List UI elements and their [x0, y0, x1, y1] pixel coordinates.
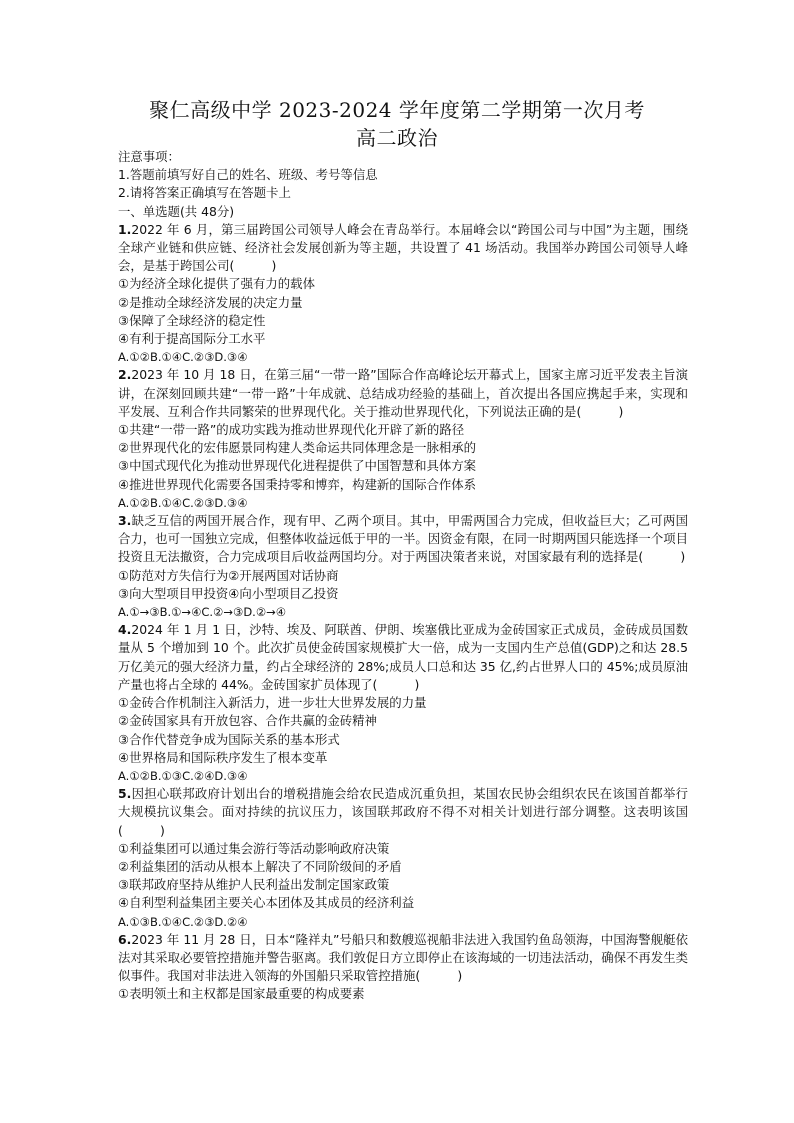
question-text: 缺乏互信的两国开展合作，现有甲、乙两个项目。其中，甲需两国合力完成，但收益巨大；乙可两国合力，也可一国独立完成，但整体收益远低于甲的一半。因资金有限，在同一时期两国只能选择一个项目投资且无法撤资，合力完成项目后收益两国均分。对于两国决策者来说，对国家最有利的选择是( ): [118, 513, 688, 565]
question-text: 2022 年 6 月，第三届跨国公司领导人峰会在青岛举行。本届峰会以“跨国公司与中国”为主题，围绕全球产业链和供应链、经济社会发展创新为等主题，共设置了 41 场活动。我国举办跨国公司领导人峰会，是基于跨国公司( ): [118, 221, 688, 274]
option: ②世界现代化的宏伟愿景同构建人类命运共同体理念是一脉相承的: [118, 440, 477, 456]
notice-heading: 注意事项：: [118, 149, 180, 164]
question-stem: [118, 785, 688, 840]
answer-choices: A.①③B.①④C.②③D.②④: [118, 914, 248, 929]
exam-subtitle: 高二政治: [356, 126, 438, 150]
question-text: 2023 年 11 月 28 日，日本“隆祥丸”号船只和数艘巡视船非法进入我国钓鱼岛领海，中国海警舰艇依法对其采取必要管控措施并警告驱离。我们敦促日方立即停止在该海域的一切违法活动，确保不再发生类似事件。我国对非法进入领海的外国船只采取管控措施( ): [118, 931, 688, 984]
option: ①为经济全球化提供了强有力的载体: [118, 276, 315, 292]
question-text: 2024 年 1 月 1 日，沙特、埃及、阿联酋、伊朗、埃塞俄比亚成为金砖国家正式成员，金砖成员国数量从 5 个增加到 10 个。此次扩员使金砖国家规模扩大一倍，成为一支国内生产总值(GDP)之和达 28.5 万亿美元的强大经济力量，约占全球经济的 28%;成员人口总和达 35 亿,约占世界人口的 45%;成员原油产量也将占全球的 44%。金砖国家扩员体现了( ): [118, 622, 688, 692]
answer-choices: A.①②B.①④C.②③D.③④: [118, 350, 248, 365]
question-stem: [118, 621, 688, 694]
option: ②是推动全球经济发展的决定力量: [118, 294, 303, 310]
question-3: [118, 512, 688, 621]
option: ④推进世界现代化需要各国秉持零和博弈，构建新的国际合作体系: [118, 476, 477, 492]
question-text: 2023 年 10 月 18 日，在第三届“一带一路”国际合作高峰论坛开幕式上，国家主席习近平发表主旨演讲，在深刻回顾共建“一带一路”十年成就、总结成功经验的基础上，首次提出各国应携起手来，实现和平发展、互利合作共同繁荣的世界现代化。关于推动世界现代化，下列说法正确的是( ): [118, 367, 688, 419]
question-number: 6.: [118, 931, 132, 947]
question-5: [118, 785, 688, 931]
question-text: 因担心联邦政府计划出台的增税措施会给农民造成沉重负担，某国农民协会组织农民在该国首都举行大规模抗议集会。面对持续的抗议压力，该国联邦政府不得不对相关计划进行部分调整。这表明该国( ): [118, 786, 688, 838]
option: ①防范对方失信行为②开展两国对话协商: [118, 567, 339, 583]
answer-choices: A.①②B.①③C.②④D.③④: [118, 768, 248, 783]
option: ④自利型利益集团主要关心本团体及其成员的经济利益: [118, 895, 415, 911]
option: ③中国式现代化为推动世界现代化进程提供了中国智慧和具体方案: [118, 458, 477, 474]
option: ③联邦政府坚持从维护人民利益出发制定国家政策: [118, 877, 390, 893]
question-2: [118, 366, 688, 512]
question-number: 2.: [118, 367, 132, 383]
notice-item: 2.请将答案正确填写在答题卡上: [118, 185, 291, 201]
option: ④有利于提高国际分工水平: [118, 331, 266, 347]
question-number: 3.: [118, 513, 132, 529]
option: ②金砖国家具有开放包容、合作共赢的金砖精神: [118, 713, 377, 729]
question-4: [118, 621, 688, 785]
question-1: [118, 221, 688, 367]
option: ①表明领土和主权都是国家最重要的构成要素: [118, 986, 365, 1002]
option: ①利益集团可以通过集会游行等活动影响政府决策: [118, 840, 390, 856]
exam-content: [118, 148, 688, 1004]
option: ①金砖合作机制注入新活力，进一步壮大世界发展的力量: [118, 695, 427, 711]
option: ③合作代替竞争成为国际关系的基本形式: [118, 731, 340, 747]
exam-title: 聚仁高级中学 2023-2024 学年度第二学期第一次月考: [149, 98, 645, 122]
question-number: 1.: [118, 221, 132, 237]
question-stem: [118, 366, 688, 421]
answer-choices: A.①→③B.①→④C.②→③D.②→④: [118, 605, 287, 620]
option: ③保障了全球经济的稳定性: [118, 312, 266, 328]
question-stem: [118, 931, 688, 986]
option: ②利益集团的活动从根本上解决了不同阶级间的矛盾: [118, 858, 402, 874]
notice-item: 1.答题前填写好自己的姓名、班级、考号等信息: [118, 167, 378, 183]
option: ①共建“一带一路”的成功实践为推动世界现代化开辟了新的路径: [118, 422, 465, 438]
option: ④世界格局和国际秩序发生了根本变革: [118, 749, 328, 765]
question-number: 5.: [118, 786, 132, 802]
question-stem: [118, 512, 688, 567]
section-heading: 一、单选题(共 48分): [118, 203, 235, 219]
answer-choices: A.①②B.①④C.②③D.③④: [118, 495, 248, 510]
option: ③向大型项目甲投资④向小型项目乙投资: [118, 585, 339, 601]
question-number: 4.: [118, 622, 132, 638]
question-stem: [118, 221, 688, 276]
question-6: [118, 931, 688, 1004]
